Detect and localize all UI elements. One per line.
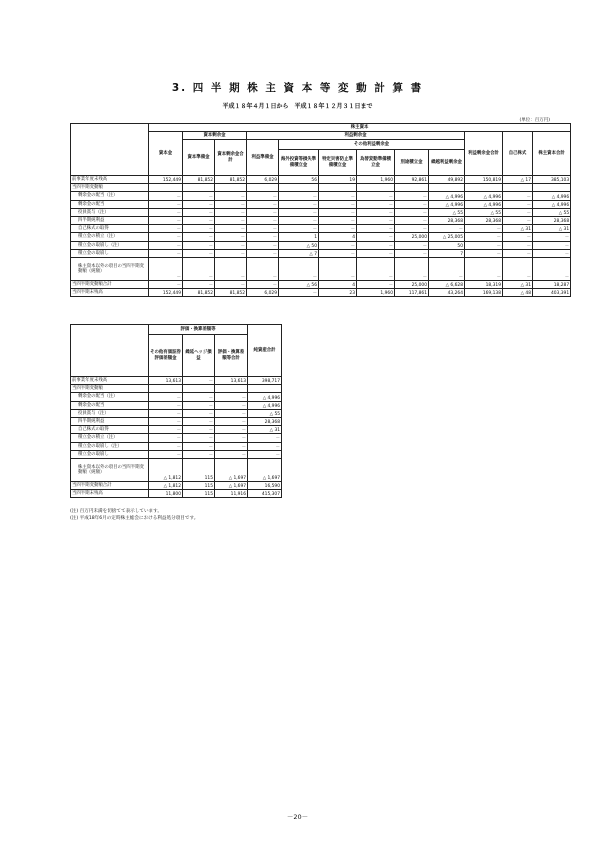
table-cell: 385,103	[533, 176, 571, 184]
table-cell: －	[183, 233, 215, 241]
valuation-table	[70, 324, 282, 498]
table-cell: －	[465, 257, 503, 280]
table-cell: －	[319, 249, 357, 257]
table-cell: －	[279, 200, 319, 208]
table-cell: －	[183, 208, 215, 216]
row-label: 四半期純利益	[71, 216, 149, 224]
table-cell	[395, 184, 429, 192]
table-cell: △ 31	[503, 225, 533, 233]
table-cell: －	[149, 450, 183, 458]
table-row	[71, 225, 571, 233]
table-cell: －	[319, 200, 357, 208]
table-cell: 152,449	[149, 289, 183, 297]
table-cell: 7	[429, 249, 465, 257]
table-cell: －	[395, 241, 429, 249]
table-cell: －	[247, 200, 279, 208]
row-label: 役員賞与（注）	[71, 409, 149, 417]
table-cell: －	[183, 426, 215, 434]
table-row	[71, 289, 571, 297]
table-cell: －	[247, 233, 279, 241]
table-cell: △ 4,996	[248, 401, 282, 409]
table-cell: △ 31	[533, 225, 571, 233]
row-label: 当四半期末残高	[71, 490, 149, 498]
table-cell: △ 1,697	[215, 481, 248, 489]
table-row	[71, 192, 571, 200]
table-cell: －	[247, 280, 279, 288]
table-cell: －	[215, 401, 248, 409]
table-cell: －	[319, 216, 357, 224]
row-label: 剰余金の配当	[71, 401, 149, 409]
table-row	[71, 200, 571, 208]
table-row	[71, 481, 282, 489]
table-cell: －	[183, 225, 215, 233]
table-row	[71, 409, 282, 417]
table-cell: 25,000	[395, 280, 429, 288]
footnotes	[70, 508, 198, 522]
table-cell: －	[533, 241, 571, 249]
header-valuation-total: 評価・換算差額等合計	[215, 335, 248, 377]
table-cell: －	[395, 225, 429, 233]
table-cell: －	[183, 249, 215, 257]
table-cell: 28,368	[429, 216, 465, 224]
table-cell: △ 25,005	[429, 233, 465, 241]
table-row	[71, 233, 571, 241]
period-subtitle: 平成１８年４月１日から 平成１８年１２月３１日まで	[222, 103, 373, 110]
table-cell: －	[149, 192, 183, 200]
table-cell: －	[279, 216, 319, 224]
row-label: 積立金の取崩し	[71, 450, 149, 458]
table-cell: －	[357, 257, 395, 280]
table-cell: －	[183, 417, 215, 425]
table-cell: －	[279, 257, 319, 280]
header-retained-total: 利益剰余金合計	[465, 132, 503, 176]
table-cell: －	[183, 257, 215, 280]
header-deferred-hedge: 繰延ヘッジ損益	[183, 335, 215, 377]
table-cell: －	[183, 241, 215, 249]
table-cell: 6,029	[247, 289, 279, 297]
table-row	[71, 450, 282, 458]
shareholders-equity-table	[70, 123, 571, 297]
table-cell: －	[357, 200, 395, 208]
table-cell: △ 1,812	[149, 458, 183, 481]
header-capital-reserve: 資本準備金	[183, 140, 215, 176]
table-cell: －	[319, 225, 357, 233]
table-cell: 16,590	[248, 481, 282, 489]
header-capital-stock: 資本金	[149, 132, 183, 176]
table-cell	[248, 385, 282, 393]
table-cell: －	[503, 249, 533, 257]
table-row	[71, 377, 282, 385]
footnote: (注) 百万円未満を切捨てて表示しています。	[70, 509, 162, 514]
table-cell	[319, 184, 357, 192]
page-number: －20－	[286, 813, 309, 821]
row-label: 剰余金の配当（注）	[71, 192, 149, 200]
table-cell: －	[215, 442, 248, 450]
table-row	[71, 216, 571, 224]
table-row	[71, 208, 571, 216]
table-cell: 398,717	[248, 377, 282, 385]
table-cell: －	[215, 249, 247, 257]
table-cell: 43,264	[429, 289, 465, 297]
table-cell: 150,819	[465, 176, 503, 184]
table-cell	[149, 385, 183, 393]
table-cell: －	[183, 434, 215, 442]
table-cell: －	[149, 233, 183, 241]
table-cell: －	[215, 192, 247, 200]
table-cell: 81,852	[183, 289, 215, 297]
table-cell: 19	[319, 176, 357, 184]
table-cell: －	[357, 249, 395, 257]
table-cell: 23	[319, 289, 357, 297]
table-cell: 81,852	[215, 289, 247, 297]
table-cell: －	[357, 233, 395, 241]
table-cell: －	[395, 208, 429, 216]
header-other-retained: その他利益剰余金	[279, 140, 465, 150]
table-cell: －	[215, 216, 247, 224]
table-cell: －	[465, 225, 503, 233]
table-cell: －	[215, 233, 247, 241]
table-cell: －	[395, 200, 429, 208]
table-cell: －	[247, 241, 279, 249]
table-cell: －	[503, 192, 533, 200]
table-cell: －	[279, 225, 319, 233]
table-cell	[429, 184, 465, 192]
table-cell: △ 4,996	[465, 200, 503, 208]
page-title: 3. 四 半 期 株 主 資 本 等 変 動 計 算 書	[171, 82, 424, 94]
table2-body	[71, 377, 282, 498]
header-exchange-reserve: 為替変動準備積立金	[357, 150, 395, 176]
table-row	[71, 401, 282, 409]
table-cell: 49,892	[429, 176, 465, 184]
table-cell: 169,138	[465, 289, 503, 297]
table-cell: －	[183, 216, 215, 224]
table-row	[71, 490, 282, 498]
table-cell: 81,852	[183, 176, 215, 184]
table-cell: 56	[279, 176, 319, 184]
table-cell: －	[503, 200, 533, 208]
table-cell	[247, 184, 279, 192]
table-cell: －	[247, 249, 279, 257]
table-cell: △ 1,697	[215, 458, 248, 481]
header-overseas-reserve: 海外投資等損失準備積立金	[279, 150, 319, 176]
table-cell: －	[279, 208, 319, 216]
row-label: 自己株式の取得	[71, 426, 149, 434]
row-label: 剰余金の配当	[71, 200, 149, 208]
table-cell: －	[395, 192, 429, 200]
header-net-assets: 純資産合計	[248, 325, 282, 377]
table-cell: △ 17	[503, 176, 533, 184]
table-cell: －	[395, 257, 429, 280]
table-cell: －	[183, 409, 215, 417]
table-row	[71, 280, 571, 288]
table-cell	[357, 184, 395, 192]
header-corner	[71, 124, 149, 176]
table-row	[71, 442, 282, 450]
table-cell: －	[215, 241, 247, 249]
table-cell: －	[215, 257, 247, 280]
table-cell: －	[319, 192, 357, 200]
table-cell	[215, 184, 247, 192]
table-cell: －	[357, 241, 395, 249]
table-cell: 11,800	[149, 490, 183, 498]
table-cell: －	[183, 377, 215, 385]
row-label: 剰余金の配当（注）	[71, 393, 149, 401]
table-cell: －	[247, 257, 279, 280]
table-cell	[183, 385, 215, 393]
table-cell: △ 31	[503, 280, 533, 288]
table-cell: －	[215, 280, 247, 288]
table-cell: 403,391	[533, 289, 571, 297]
table-cell: －	[395, 216, 429, 224]
row-label: 株主資本以外の項目の当四半期変動額（純額）	[71, 257, 149, 280]
row-label: 当四半期変動額	[71, 385, 149, 393]
table-cell: △ 6,628	[429, 280, 465, 288]
table-cell: 18,319	[465, 280, 503, 288]
table-cell: －	[149, 216, 183, 224]
table-cell: －	[319, 241, 357, 249]
table-cell: 1	[279, 233, 319, 241]
table-cell: －	[465, 241, 503, 249]
table-row	[71, 184, 571, 192]
table-cell: －	[279, 192, 319, 200]
table-cell	[465, 184, 503, 192]
table-cell: 4	[319, 280, 357, 288]
table-cell: －	[183, 200, 215, 208]
header-general-reserve: 別途積立金	[395, 150, 429, 176]
table-cell: －	[149, 393, 183, 401]
table-cell: △ 4,996	[465, 192, 503, 200]
table-cell: －	[279, 289, 319, 297]
table-cell: －	[247, 225, 279, 233]
table-row	[71, 257, 571, 280]
table-cell: －	[149, 225, 183, 233]
table-cell: 415,307	[248, 490, 282, 498]
table-row	[71, 434, 282, 442]
table-cell: －	[533, 233, 571, 241]
table-cell: －	[149, 401, 183, 409]
row-label: 役員賞与（注）	[71, 208, 149, 216]
table-cell: －	[319, 208, 357, 216]
row-label: 株主資本以外の項目の当四半期変動額（純額）	[71, 458, 149, 481]
table-cell: △ 4,996	[429, 192, 465, 200]
table-cell: －	[149, 426, 183, 434]
table-cell: 1,960	[357, 176, 395, 184]
table1-body	[71, 176, 571, 297]
table-cell: －	[183, 401, 215, 409]
table-cell: －	[215, 450, 248, 458]
table-cell: －	[149, 280, 183, 288]
table-cell: －	[149, 208, 183, 216]
table-row	[71, 176, 571, 184]
table-cell	[503, 184, 533, 192]
table-cell: －	[247, 216, 279, 224]
table-row	[71, 385, 282, 393]
table-cell: 115	[183, 490, 215, 498]
row-label: 当四半期変動額	[71, 184, 149, 192]
row-label: 当四半期末残高	[71, 289, 149, 297]
table-cell: －	[429, 225, 465, 233]
header-other-securities: その他有価証券評価差額金	[149, 335, 183, 377]
header-legal-reserve: 利益準備金	[247, 140, 279, 176]
table-cell: －	[357, 192, 395, 200]
table-row	[71, 241, 571, 249]
table-cell: －	[149, 442, 183, 450]
table-cell: －	[248, 434, 282, 442]
row-label: 積立金の取崩し（注）	[71, 442, 149, 450]
table-cell: △ 4,996	[248, 393, 282, 401]
table-cell: －	[215, 434, 248, 442]
table-cell: △ 50	[279, 241, 319, 249]
table-cell: －	[215, 417, 248, 425]
table-cell: －	[429, 257, 465, 280]
table-cell: 13,613	[149, 377, 183, 385]
table-row	[71, 426, 282, 434]
table-cell: －	[215, 426, 248, 434]
table-cell: －	[503, 208, 533, 216]
table-cell: －	[533, 249, 571, 257]
footnote: (注) 平成18年6月の定時株主総会における利益処分項目です。	[70, 516, 199, 521]
table-cell: 13,613	[215, 377, 248, 385]
row-label: 積立金の積立（注）	[71, 233, 149, 241]
table-cell: －	[149, 409, 183, 417]
table-cell: 117,861	[395, 289, 429, 297]
row-label: 当四半期変動額合計	[71, 481, 149, 489]
table-cell: △ 55	[533, 208, 571, 216]
row-label: 積立金の取崩し	[71, 249, 149, 257]
unit-label: (単位：百万円)	[519, 118, 550, 123]
table-cell: －	[503, 241, 533, 249]
table-row	[71, 393, 282, 401]
table-cell	[149, 184, 183, 192]
table-cell	[279, 184, 319, 192]
table-cell	[533, 184, 571, 192]
row-label: 当四半期変動額合計	[71, 280, 149, 288]
row-label: 前事業年度末残高	[71, 176, 149, 184]
table-cell: 152,449	[149, 176, 183, 184]
header-capital-surplus-total: 資本剰余金合計	[215, 140, 247, 176]
table-cell: －	[533, 257, 571, 280]
table-cell: －	[248, 450, 282, 458]
header-equity-total: 株主資本合計	[533, 132, 571, 176]
table-row	[71, 417, 282, 425]
table-cell: △ 1,697	[248, 458, 282, 481]
table-cell: －	[149, 249, 183, 257]
table-cell: 92,861	[395, 176, 429, 184]
table-cell: －	[183, 280, 215, 288]
table-cell: △ 4,996	[533, 192, 571, 200]
table-cell	[215, 385, 248, 393]
table-cell: －	[247, 208, 279, 216]
table-cell: 6,029	[247, 176, 279, 184]
table-cell: －	[183, 450, 215, 458]
table-cell: －	[357, 225, 395, 233]
table-cell: －	[149, 434, 183, 442]
table-cell: △ 56	[279, 280, 319, 288]
header-capital-surplus: 資本剰余金	[183, 132, 247, 140]
table-cell: －	[183, 442, 215, 450]
table-cell: －	[503, 257, 533, 280]
table-cell: －	[183, 192, 215, 200]
table-cell: －	[395, 249, 429, 257]
table-cell: －	[357, 208, 395, 216]
table-cell: －	[465, 249, 503, 257]
table-cell: △ 1,812	[149, 481, 183, 489]
header-shareholders-equity: 株主資本	[149, 124, 571, 132]
table-cell: 81,852	[215, 176, 247, 184]
header-retained-earnings: 利益剰余金	[247, 132, 465, 140]
table-cell: △ 55	[248, 409, 282, 417]
table-cell: 11,916	[215, 490, 248, 498]
table-cell: 50	[429, 241, 465, 249]
table-cell: 28,368	[248, 417, 282, 425]
table-cell: －	[183, 393, 215, 401]
row-label: 積立金の取崩し（注）	[71, 241, 149, 249]
table-cell: △ 55	[465, 208, 503, 216]
table-cell: 115	[183, 481, 215, 489]
table-cell: －	[215, 393, 248, 401]
table-cell: －	[248, 442, 282, 450]
header-treasury-stock: 自己株式	[503, 132, 533, 176]
table-cell: －	[503, 233, 533, 241]
table-cell: －	[319, 257, 357, 280]
table-cell: 115	[183, 458, 215, 481]
table-row	[71, 458, 282, 481]
table-cell: △ 48	[503, 289, 533, 297]
table-cell: 25,000	[395, 233, 429, 241]
table-cell: △ 7	[279, 249, 319, 257]
table-cell	[183, 184, 215, 192]
table-cell: －	[357, 216, 395, 224]
table-cell: －	[215, 200, 247, 208]
table-cell: －	[215, 208, 247, 216]
header-corner-2	[71, 325, 149, 377]
row-label: 前事業年度末残高	[71, 377, 149, 385]
table-cell: 18,287	[533, 280, 571, 288]
header-valuation: 評価・換算差額等	[149, 325, 248, 335]
table-cell: －	[247, 192, 279, 200]
table-cell: △ 55	[429, 208, 465, 216]
table-cell: －	[215, 409, 248, 417]
table-cell: 1,960	[357, 289, 395, 297]
header-special-disaster-reserve: 特定災害防止準備積立金	[319, 150, 357, 176]
row-label: 積立金の積立（注）	[71, 434, 149, 442]
row-label: 自己株式の取得	[71, 225, 149, 233]
table-cell: 4	[319, 233, 357, 241]
table-cell: －	[149, 417, 183, 425]
table-cell: －	[149, 241, 183, 249]
row-label: 四半期純利益	[71, 417, 149, 425]
table-cell: 28,368	[533, 216, 571, 224]
table-cell: △ 4,996	[429, 200, 465, 208]
table-cell: －	[215, 225, 247, 233]
table-cell: －	[503, 216, 533, 224]
table-cell: －	[149, 200, 183, 208]
table-cell: △ 31	[248, 426, 282, 434]
table-cell: △ 4,996	[533, 200, 571, 208]
table-cell: －	[357, 280, 395, 288]
header-carried-forward: 繰越利益剰余金	[429, 150, 465, 176]
table-cell: 28,368	[465, 216, 503, 224]
table-row	[71, 249, 571, 257]
table-cell: －	[149, 257, 183, 280]
table-cell: －	[465, 233, 503, 241]
